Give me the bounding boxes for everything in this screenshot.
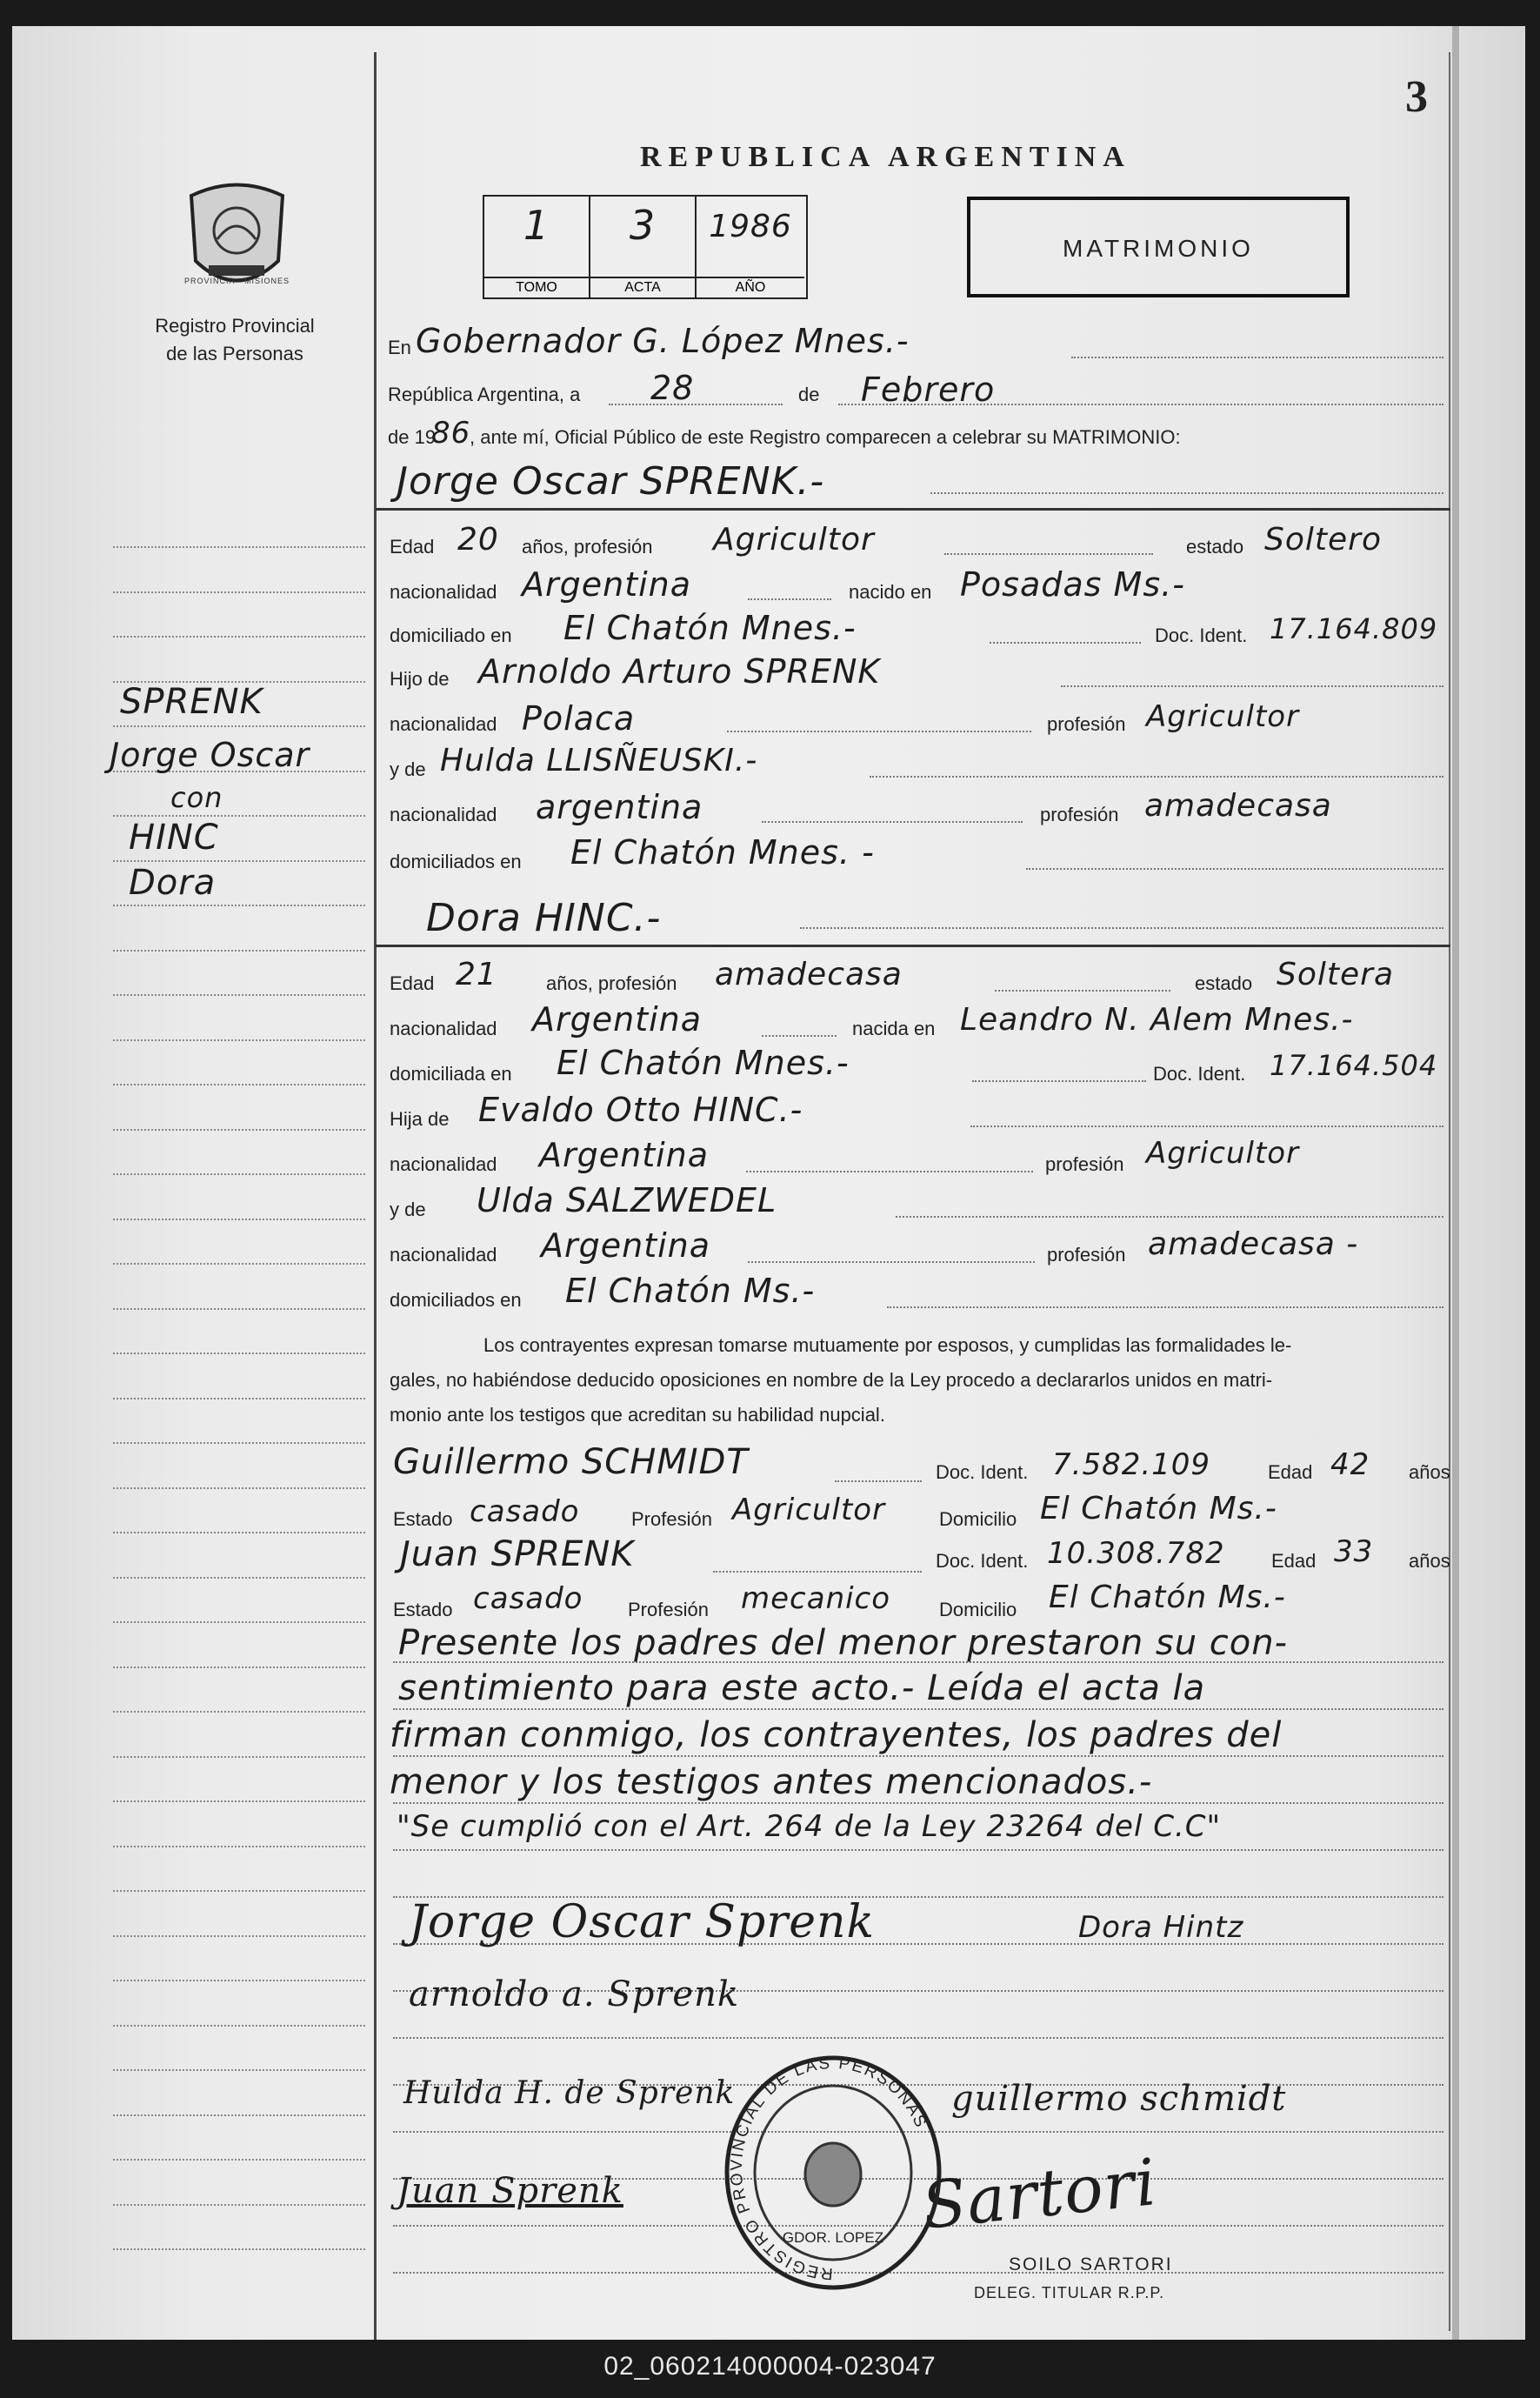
intro-de-label: de [798, 384, 820, 405]
witness1-anos-label: años [1409, 1461, 1450, 1483]
margin-rule-line [113, 2025, 365, 2027]
margin-rule-line [113, 1846, 365, 1847]
margin-rule-line [113, 2159, 365, 2161]
groom-name: Jorge Oscar SPRENK.- [397, 459, 825, 504]
margin-rule-line [113, 1577, 365, 1579]
intro-year-text: , ante mí, Oficial Público de este Registro comparecen a celebrar su MATRIMONIO: [470, 426, 1181, 448]
witness1-profesion-label: Profesión [631, 1508, 712, 1530]
groom-father-nationality: Polaca [522, 699, 636, 738]
bride-nationality: Argentina [532, 1000, 703, 1039]
intro-place: Gobernador G. López Mnes.- [416, 322, 910, 360]
intro-en-label: En [388, 337, 411, 358]
declaration-line1: Los contrayentes expresan tomarse mutuamente por esposos, y cumplidas las formalidades le- [483, 1334, 1292, 1356]
acta-value: 3 [629, 202, 657, 249]
bride-domicile-label: domiciliada en [390, 1063, 512, 1085]
margin-rule-line [113, 725, 365, 727]
witness1-profession: Agricultor [732, 1493, 886, 1527]
margin-rule-line [113, 2248, 365, 2250]
signature-groom: Jorge Oscar Sprenk [409, 1896, 875, 1948]
acta-box [483, 195, 808, 299]
margin-note-given: Jorge Oscar [110, 736, 310, 774]
acta-label: ACTA [590, 277, 695, 296]
bride-parents-domicile-label: domiciliados en [390, 1289, 522, 1311]
bride-father: Evaldo Otto HINC.- [478, 1091, 803, 1129]
witness1-doc: 7.582.109 [1052, 1447, 1211, 1482]
witness2-doc: 10.308.782 [1047, 1536, 1225, 1571]
declaration-line2: gales, no habiéndose deducido oposiciones en nombre de la Ley procedo a declararlos unidos en matri- [390, 1369, 1273, 1391]
officer-name: SOILO SARTORI [1009, 2254, 1173, 2274]
registry-name-line2: de las Personas [166, 343, 303, 364]
witness1-domicilio-label: Domicilio [939, 1508, 1017, 1530]
margin-rule-line [113, 1084, 365, 1085]
bride-father-profession: Agricultor [1146, 1136, 1300, 1171]
groom-birthplace: Posadas Ms.- [960, 565, 1185, 604]
margin-rule-line [113, 950, 365, 952]
margin-rule-line [113, 2114, 365, 2116]
bride-anos-label: años, profesión [546, 972, 677, 994]
witness2-age: 33 [1334, 1534, 1374, 1569]
witness1-status: casado [470, 1494, 580, 1529]
margin-rule-line [113, 1980, 365, 1981]
bride-father-nationality: Argentina [539, 1136, 710, 1174]
groom-edad-label: Edad [390, 536, 435, 558]
groom-anos-label: años, profesión [522, 536, 653, 558]
tomo-cell [484, 197, 590, 297]
signature-bride: Dora Hintz [1078, 1910, 1244, 1945]
bride-father-profession-label: profesión [1045, 1153, 1124, 1175]
margin-rule-line [113, 1800, 365, 1802]
bride-name: Dora HINC.- [426, 896, 662, 940]
witness2-anos-label: años [1409, 1550, 1450, 1572]
margin-rule-line [113, 1219, 365, 1220]
witness1-domicile: El Chatón Ms.- [1040, 1491, 1277, 1526]
stamp-ring-text: REGISTRO PROVINCIAL DE LAS PERSONAS [727, 2054, 930, 2283]
page-edge [1452, 26, 1459, 2340]
margin-rule-line [113, 1756, 365, 1758]
margin-rule-line [113, 994, 365, 996]
margin-rule-line [113, 1308, 365, 1310]
margin-rule-line [113, 860, 365, 862]
bride-mother-nationality: Argentina [541, 1226, 711, 1265]
note-line-3: firman conmigo, los contrayentes, los padres del [390, 1715, 1283, 1755]
bride-doc-label: Doc. Ident. [1153, 1063, 1246, 1085]
certificate-type-box [967, 197, 1350, 297]
margin-rule-line [113, 1442, 365, 1444]
margin-rule-line [113, 905, 365, 906]
witness2-profesion-label: Profesión [628, 1599, 709, 1620]
margin-rule-line [113, 1667, 365, 1668]
margin-rule-line [113, 1398, 365, 1399]
margin-rule [374, 52, 377, 2340]
note-line-4: menor y los testigos antes mencionados.- [390, 1762, 1153, 1802]
groom-father-profession: Agricultor [1146, 699, 1300, 734]
witness2-domicile: El Chatón Ms.- [1049, 1580, 1286, 1615]
margin-rule-line [113, 591, 365, 593]
margin-rule-line [113, 2069, 365, 2071]
groom-father-profession-label: profesión [1047, 713, 1126, 735]
bride-mother: Ulda SALZWEDEL [477, 1181, 777, 1219]
margin-rule-line [113, 1263, 365, 1265]
groom-age: 20 [457, 522, 499, 558]
bride-edad-label: Edad [390, 972, 435, 994]
margin-note-surname: SPRENK [120, 682, 263, 722]
groom-parents-domicile-label: domiciliados en [390, 851, 522, 872]
margin-note-surname2: HINC [129, 818, 219, 858]
groom-doc-label: Doc. Ident. [1155, 625, 1248, 646]
margin-rule-line [113, 546, 365, 548]
bride-father-nationality-label: nacionalidad [390, 1153, 497, 1175]
page-number: 3 [1405, 72, 1428, 122]
witness2-profession: mecanico [741, 1581, 891, 1616]
margin-note-given2: Dora [129, 863, 217, 903]
bride-nacida-label: nacida en [852, 1018, 936, 1039]
right-rule [1449, 52, 1450, 2331]
margin-rule-line [113, 815, 365, 817]
body-rule-line [393, 2037, 1443, 2039]
bride-mother-profession-label: profesión [1047, 1244, 1126, 1266]
margin-rule-line [113, 2204, 365, 2206]
anio-value: 1986 [709, 209, 792, 244]
groom-domicile-label: domiciliado en [390, 625, 512, 646]
signature-witness2: Juan Sprenk [397, 2171, 623, 2211]
intro-year-suffix: 86 [431, 416, 471, 451]
bride-parents-domicile: El Chatón Ms.- [565, 1272, 816, 1310]
margin-rule-line [113, 1711, 365, 1713]
groom-nacido-label: nacido en [849, 581, 932, 603]
margin-rule-line [113, 1890, 365, 1892]
witness2-estado-label: Estado [393, 1599, 453, 1620]
groom-mother-profession-label: profesión [1040, 804, 1119, 825]
witness2-doc-label: Doc. Ident. [936, 1550, 1029, 1572]
acta-cell [590, 197, 697, 297]
groom-profession: Agricultor [713, 522, 875, 558]
bride-mother-nationality-label: nacionalidad [390, 1244, 497, 1266]
groom-nationality-label: nacionalidad [390, 581, 497, 603]
bride-domicile: El Chatón Mnes.- [557, 1044, 850, 1082]
groom-yde-label: y de [390, 758, 426, 780]
declaration-line3: monio ante los testigos que acreditan su habilidad nupcial. [390, 1404, 885, 1426]
body-rule-line [393, 1708, 1443, 1710]
bride-age: 21 [456, 957, 497, 992]
margin-note-con: con [170, 781, 223, 814]
note-line-5: "Se cumplió con el Art. 264 de la Ley 23264 del C.C" [397, 1809, 1222, 1844]
officer-title: DELEG. TITULAR R.P.P. [974, 2284, 1165, 2301]
groom-parents-domicile: El Chatón Mnes. - [570, 833, 875, 872]
groom-father-nationality-label: nacionalidad [390, 713, 497, 735]
tomo-value: 1 [523, 202, 550, 249]
country-header: REPUBLICA ARGENTINA [640, 141, 1131, 173]
witness1-doc-label: Doc. Ident. [936, 1461, 1029, 1483]
signature-witness1: guillermo schmidt [951, 2079, 1287, 2119]
witness2-domicilio-label: Domicilio [939, 1599, 1017, 1620]
footer-caption: 02_060214000004-023047 [603, 2352, 937, 2381]
intro-day: 28 [650, 369, 695, 407]
margin-rule-line [113, 1532, 365, 1533]
witness2-edad-label: Edad [1271, 1550, 1317, 1572]
bride-hija-label: Hija de [390, 1108, 450, 1130]
groom-mother-nationality: argentina [536, 788, 703, 826]
margin-rule-line [113, 1039, 365, 1041]
certificate-type: MATRIMONIO [1063, 235, 1254, 262]
signature-father: arnoldo a. Sprenk [409, 1974, 740, 2014]
margin-rule-line [113, 1487, 365, 1489]
witness2-status: casado [473, 1581, 583, 1616]
tomo-label: TOMO [484, 277, 589, 296]
bride-estado-label: estado [1195, 972, 1253, 994]
groom-estado-label: estado [1186, 536, 1244, 558]
groom-mother: Hulda LLISÑEUSKI.- [440, 743, 758, 778]
groom-civil-status: Soltero [1264, 522, 1382, 558]
witness1-name: Guillermo SCHMIDT [393, 1442, 749, 1482]
bride-mother-profession: amadecasa - [1148, 1226, 1359, 1262]
groom-father: Arnoldo Arturo SPRENK [478, 652, 881, 691]
bride-yde-label: y de [390, 1199, 426, 1220]
bride-birthplace: Leandro N. Alem Mnes.- [960, 1002, 1354, 1038]
registry-stamp [720, 2051, 946, 2294]
witness1-estado-label: Estado [393, 1508, 453, 1530]
bride-civil-status: Soltera [1277, 957, 1395, 992]
body-rule-line [393, 1802, 1443, 1804]
groom-doc: 17.164.809 [1270, 612, 1438, 645]
groom-mother-profession: amadecasa [1144, 788, 1332, 824]
registry-name-line1: Registro Provincial [155, 315, 315, 337]
margin-rule-line [113, 1173, 365, 1175]
signature-mother: Hulda H. de Sprenk [403, 2075, 736, 2111]
intro-month: Febrero [861, 371, 996, 409]
margin-rule-line [113, 1129, 365, 1131]
margin-rule-line [113, 1353, 365, 1354]
body-rule-line [393, 1755, 1443, 1757]
stamp-bottom-text: GDOR. LOPEZ [782, 2229, 884, 2246]
signature-officer: Sartori [918, 2145, 1161, 2244]
witness1-edad-label: Edad [1268, 1461, 1313, 1483]
anio-cell [697, 197, 804, 297]
body-rule-line [393, 1849, 1443, 1851]
bride-profession: amadecasa [715, 957, 903, 992]
groom-mother-nationality-label: nacionalidad [390, 804, 497, 825]
witness2-name: Juan SPRENK [400, 1534, 635, 1574]
margin-rule-line [113, 1621, 365, 1623]
margin-rule-line [113, 636, 365, 638]
anio-label: AÑO [697, 277, 804, 296]
intro-republica-label: República Argentina, a [388, 384, 581, 405]
note-line-1: Presente los padres del menor prestaron su con- [398, 1623, 1289, 1663]
bride-doc: 17.164.504 [1270, 1049, 1438, 1082]
groom-domicile: El Chatón Mnes.- [563, 609, 857, 647]
bride-nationality-label: nacionalidad [390, 1018, 497, 1039]
margin-rule-line [113, 1935, 365, 1937]
seal-caption: PROVINCIA · MISIONES [183, 277, 290, 285]
note-line-2: sentimiento para este acto.- Leída el acta la [398, 1668, 1206, 1708]
groom-hijo-label: Hijo de [390, 668, 450, 690]
witness1-age: 42 [1330, 1447, 1370, 1482]
groom-nationality: Argentina [522, 565, 692, 604]
intro-year-prefix: de 19 [388, 426, 437, 448]
